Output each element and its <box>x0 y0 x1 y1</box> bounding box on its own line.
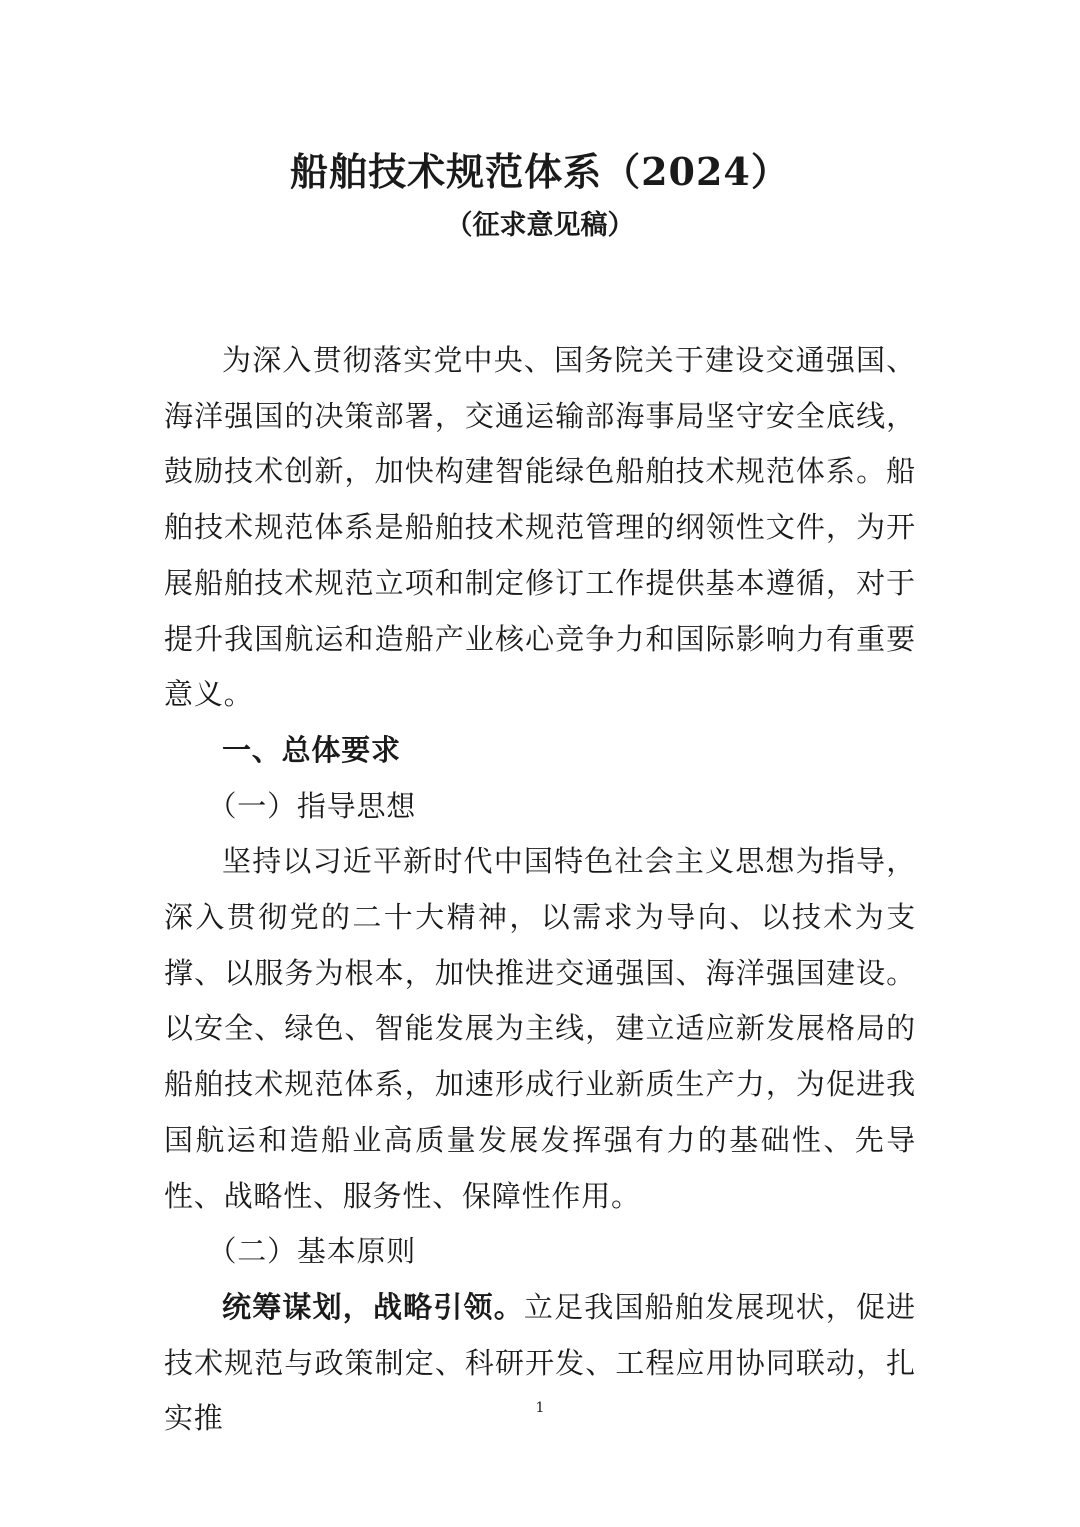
section-heading: 一、总体要求 <box>222 732 401 767</box>
intro-paragraph: 为深入贯彻落实党中央、国务院关于建设交通强国、海洋强国的决策部署，交通运输部海事局坚守安全底线，鼓励技术创新，加快构建智能绿色船舶技术规范体系。船舶技术规范体系是船舶技术规范管理的纲领性文件，为开展船舶技术规范立项和制定修订工作提供基本遵循，对于提升我国航运和造船产业核心竞争力和国际影响力有重要意义。 <box>164 343 916 712</box>
document-body <box>164 333 916 1447</box>
guiding-thought-paragraph: 坚持以习近平新时代中国特色社会主义思想为指导，深入贯彻党的二十大精神，以需求为导向、以技术为支撑、以服务为根本，加快推进交通强国、海洋强国建设。以安全、绿色、智能发展为主线，建立适应新发展格局的船舶技术规范体系，加速形成行业新质生产力，为促进我国航运和造船业高质量发展发挥强有力的基础性、先导性、战略性、服务性、保障性作用。 <box>164 844 916 1213</box>
principle-lead: 统筹谋划，战略引领。 <box>222 1289 524 1324</box>
page-number: 1 <box>535 1400 545 1416</box>
document-title: 船舶技术规范体系（2024） <box>290 149 790 194</box>
subsection-heading: （一）指导思想 <box>207 788 417 823</box>
document-subtitle: （征求意见稿） <box>445 210 635 241</box>
subsection-heading: （二）基本原则 <box>207 1234 417 1269</box>
principle-paragraph <box>164 1280 916 1447</box>
principle-text: 立足我国船舶发展现状，促进技术规范与政策制定、科研开发、工程应用协同联动，扎实推 <box>164 1289 916 1436</box>
